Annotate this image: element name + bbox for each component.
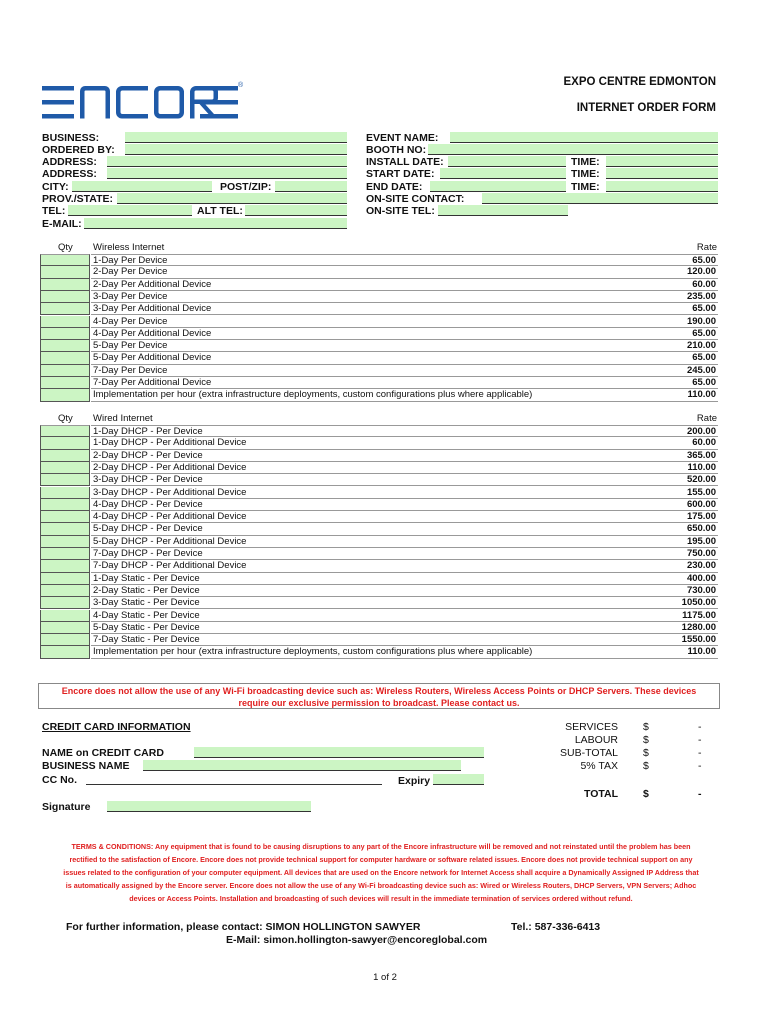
wireless-rate-header: Rate <box>696 242 717 253</box>
wired-row <box>40 523 718 535</box>
wired-description: 3-Day DHCP - Per Additional Device <box>91 487 637 499</box>
tax-currency: $ <box>643 760 649 772</box>
logo-last-e <box>200 84 240 124</box>
wireless-rate: 190.00 <box>637 316 718 328</box>
wired-row <box>40 548 718 560</box>
ordered-by-field[interactable] <box>125 144 347 155</box>
wired-rate: 175.00 <box>637 511 718 523</box>
business-name-field[interactable] <box>143 760 461 771</box>
wired-row <box>40 462 718 474</box>
wired-rate: 400.00 <box>637 573 718 585</box>
wired-qty-input[interactable] <box>40 425 90 437</box>
install-time-label: TIME: <box>571 156 600 168</box>
wired-qty-input[interactable] <box>40 499 90 511</box>
wired-title: Wired Internet <box>93 413 153 424</box>
contact-line: For further information, please contact: SIMON HOLLINGTON SAWYER <box>66 921 421 933</box>
wired-row <box>40 646 718 658</box>
wired-qty-input[interactable] <box>40 622 90 634</box>
wired-qty-header: Qty <box>58 413 73 424</box>
wireless-row <box>40 365 718 377</box>
terms-line-4: is automatically assigned by the Encore server. Encore does not allow the use of any Wi-Fi broadcasting device such as: Wired or Wireless Routers, DHCP Servers, VPN Servers; Adhoc <box>65 881 697 890</box>
wireless-description: 7-Day Per Additional Device <box>91 377 637 389</box>
wireless-qty-header: Qty <box>58 242 73 253</box>
onsite-contact-field[interactable] <box>482 193 718 204</box>
wired-row <box>40 487 718 499</box>
wired-rate-header: Rate <box>696 413 717 424</box>
wireless-row <box>40 266 718 278</box>
wireless-description: 7-Day Per Device <box>91 365 637 377</box>
booth-field[interactable] <box>428 144 718 155</box>
signature-field[interactable] <box>107 801 311 812</box>
services-label: SERVICES <box>565 721 618 733</box>
broadcast-notice <box>38 683 720 709</box>
wired-row <box>40 536 718 548</box>
wireless-description: 3-Day Per Additional Device <box>91 303 637 315</box>
wireless-rate: 65.00 <box>637 303 718 315</box>
event-name-label: EVENT NAME: <box>366 132 439 144</box>
wireless-row <box>40 316 718 328</box>
wired-qty-input[interactable] <box>40 573 90 585</box>
wired-row <box>40 610 718 622</box>
wired-qty-input[interactable] <box>40 560 90 572</box>
subtotal-label: SUB-TOTAL <box>560 747 618 759</box>
tax-value: - <box>698 760 702 772</box>
wired-rate: 1175.00 <box>637 610 718 622</box>
wired-description: 4-Day DHCP - Per Additional Device <box>91 511 637 523</box>
prov-label: PROV./STATE: <box>42 193 113 205</box>
notice-line-1: Encore does not allow the use of any Wi-Fi broadcasting device such as: Wireless Routers, Wireless Access Points or DHCP Servers. These devices <box>61 686 697 696</box>
wired-qty-input[interactable] <box>40 634 90 646</box>
wireless-row <box>40 254 718 266</box>
wired-description: 1-Day Static - Per Device <box>91 573 637 585</box>
email-field[interactable] <box>84 218 347 229</box>
wired-qty-input[interactable] <box>40 646 90 658</box>
wireless-qty-input[interactable] <box>40 279 90 291</box>
labour-currency: $ <box>643 734 649 746</box>
wireless-row <box>40 377 718 389</box>
wired-qty-input[interactable] <box>40 536 90 548</box>
wireless-description: 1-Day Per Device <box>91 254 637 266</box>
wired-rate: 750.00 <box>637 548 718 560</box>
expiry-label: Expiry <box>398 775 431 787</box>
wired-rate: 230.00 <box>637 560 718 572</box>
wired-row <box>40 560 718 572</box>
wired-rate: 600.00 <box>637 499 718 511</box>
wired-rate: 730.00 <box>637 585 718 597</box>
cc-name-field[interactable] <box>194 747 484 758</box>
wired-qty-input[interactable] <box>40 610 90 622</box>
onsite-tel-label: ON-SITE TEL: <box>366 205 435 217</box>
wireless-description: 2-Day Per Additional Device <box>91 279 637 291</box>
total-value: - <box>698 788 702 800</box>
start-time-field[interactable] <box>606 168 718 179</box>
wireless-row <box>40 303 718 315</box>
wireless-description: 2-Day Per Device <box>91 266 637 278</box>
address1-field[interactable] <box>107 156 347 167</box>
end-time-field[interactable] <box>606 181 718 192</box>
install-date-label: INSTALL DATE: <box>366 156 444 168</box>
wired-description: 5-Day Static - Per Device <box>91 622 637 634</box>
wireless-qty-input[interactable] <box>40 303 90 315</box>
wireless-row <box>40 279 718 291</box>
wired-rate: 520.00 <box>637 474 718 486</box>
wireless-qty-input[interactable] <box>40 352 90 364</box>
wired-qty-input[interactable] <box>40 523 90 535</box>
wired-row <box>40 437 718 449</box>
wired-rate: 650.00 <box>637 523 718 535</box>
wireless-qty-input[interactable] <box>40 365 90 377</box>
wireless-title: Wireless Internet <box>93 242 165 253</box>
wired-description: 2-Day DHCP - Per Additional Device <box>91 462 637 474</box>
wireless-rate: 65.00 <box>637 328 718 340</box>
booth-label: BOOTH NO: <box>366 144 427 156</box>
total-currency: $ <box>643 788 649 800</box>
wired-row <box>40 450 718 462</box>
wired-description: 1-Day DHCP - Per Device <box>91 425 637 437</box>
wired-row <box>40 573 718 585</box>
wired-row <box>40 511 718 523</box>
wireless-qty-input[interactable] <box>40 291 90 303</box>
wired-rate: 60.00 <box>637 437 718 449</box>
wireless-row <box>40 340 718 352</box>
address1-label: ADDRESS: <box>42 156 97 168</box>
wireless-qty-input[interactable] <box>40 266 90 278</box>
wired-row <box>40 597 718 609</box>
business-label: BUSINESS: <box>42 132 100 144</box>
wired-description: 2-Day DHCP - Per Device <box>91 450 637 462</box>
wired-qty-input[interactable] <box>40 487 90 499</box>
wireless-row <box>40 352 718 364</box>
wired-qty-input[interactable] <box>40 548 90 560</box>
terms-line-5: devices or Access Points. Installation and broadcasting of such devices will result in the immediate termination of services ordered without refund. <box>129 894 633 903</box>
cc-name-label: NAME on CREDIT CARD <box>42 747 164 759</box>
business-name-label: BUSINESS NAME <box>42 760 130 772</box>
wireless-row <box>40 328 718 340</box>
wired-row <box>40 634 718 646</box>
wired-qty-input[interactable] <box>40 462 90 474</box>
wired-description: 7-Day DHCP - Per Additional Device <box>91 560 637 572</box>
wired-rate: 200.00 <box>637 425 718 437</box>
services-value: - <box>698 721 702 733</box>
tel-label: TEL: <box>42 205 66 217</box>
wired-description: 5-Day DHCP - Per Additional Device <box>91 536 637 548</box>
end-time-label: TIME: <box>571 181 600 193</box>
wired-description: 3-Day DHCP - Per Device <box>91 474 637 486</box>
subtotal-value: - <box>698 747 702 759</box>
ordered-by-label: ORDERED BY: <box>42 144 115 156</box>
wired-row <box>40 585 718 597</box>
wired-qty-input[interactable] <box>40 450 90 462</box>
wired-description: 3-Day Static - Per Device <box>91 597 637 609</box>
business-field[interactable] <box>125 132 347 143</box>
wireless-description: 4-Day Per Device <box>91 316 637 328</box>
wired-description: 2-Day Static - Per Device <box>91 585 637 597</box>
alt-tel-field[interactable] <box>245 205 347 216</box>
contact-email[interactable]: E-Mail: simon.hollington-sawyer@encoreglobal.com <box>226 934 488 946</box>
wireless-qty-input[interactable] <box>40 389 90 401</box>
services-currency: $ <box>643 721 649 733</box>
start-date-field[interactable] <box>440 168 566 179</box>
wired-description: 4-Day DHCP - Per Device <box>91 499 637 511</box>
cc-number-field[interactable] <box>86 774 382 785</box>
wireless-qty-input[interactable] <box>40 377 90 389</box>
registered-mark: ® <box>238 82 244 89</box>
wireless-row <box>40 291 718 303</box>
wireless-rate: 110.00 <box>637 389 718 401</box>
prov-field[interactable] <box>117 193 347 204</box>
start-date-label: START DATE: <box>366 168 435 180</box>
wireless-rate: 245.00 <box>637 365 718 377</box>
end-date-label: END DATE: <box>366 181 423 193</box>
wireless-rate: 120.00 <box>637 266 718 278</box>
subtotal-currency: $ <box>643 747 649 759</box>
wired-row <box>40 622 718 634</box>
start-time-label: TIME: <box>571 168 600 180</box>
wired-row <box>40 425 718 437</box>
wired-qty-input[interactable] <box>40 585 90 597</box>
address2-label: ADDRESS: <box>42 168 97 180</box>
wireless-qty-input[interactable] <box>40 340 90 352</box>
wireless-description: 5-Day Per Device <box>91 340 637 352</box>
wired-qty-input[interactable] <box>40 474 90 486</box>
credit-card-title: CREDIT CARD INFORMATION <box>42 721 191 733</box>
wired-rate: 155.00 <box>637 487 718 499</box>
wired-rate: 110.00 <box>637 462 718 474</box>
wired-qty-input[interactable] <box>40 437 90 449</box>
form-title: INTERNET ORDER FORM <box>576 102 716 114</box>
install-time-field[interactable] <box>606 156 718 167</box>
address2-field[interactable] <box>107 168 347 179</box>
install-date-field[interactable] <box>448 156 566 167</box>
tel-field[interactable] <box>68 205 192 216</box>
wireless-rate: 60.00 <box>637 279 718 291</box>
labour-label: LABOUR <box>574 734 618 746</box>
expiry-field[interactable] <box>433 774 484 785</box>
postzip-label: POST/ZIP: <box>220 181 272 193</box>
wired-description: 7-Day DHCP - Per Device <box>91 548 637 560</box>
terms-and-conditions <box>42 840 720 905</box>
wireless-row <box>40 389 718 401</box>
terms-line-2: rectified to the satisfaction of Encore. Encore does not provide technical support for computer hardware or software related issues. Encore does not provide technical support on any <box>69 855 693 864</box>
total-label: TOTAL <box>583 788 618 800</box>
tax-label: 5% TAX <box>580 760 618 772</box>
wired-rate: 365.00 <box>637 450 718 462</box>
terms-line-1: TERMS & CONDITIONS: Any equipment that is found to be causing disruptions to any part of the Encore infrastructure will be removed and not reinstated until the problem has been <box>71 842 691 851</box>
wired-rate: 1280.00 <box>637 622 718 634</box>
end-date-field[interactable] <box>430 181 566 192</box>
alt-tel-label: ALT TEL: <box>197 205 243 217</box>
postzip-field[interactable] <box>275 181 347 192</box>
city-label: CITY: <box>42 181 69 193</box>
email-label: E-MAIL: <box>42 218 82 230</box>
wireless-rate: 65.00 <box>637 352 718 364</box>
wired-description: Implementation per hour (extra infrastructure deployments, custom configurations plus where applicable) <box>91 646 637 658</box>
cc-number-label: CC No. <box>42 774 77 786</box>
wired-rate: 1050.00 <box>637 597 718 609</box>
venue-title: EXPO CENTRE EDMONTON <box>563 76 716 88</box>
wireless-qty-input[interactable] <box>40 254 90 266</box>
page-number: 1 of 2 <box>373 972 397 983</box>
event-name-field[interactable] <box>450 132 718 143</box>
wired-description: 1-Day DHCP - Per Additional Device <box>91 437 637 449</box>
wired-qty-input[interactable] <box>40 597 90 609</box>
wired-row <box>40 499 718 511</box>
wireless-qty-input[interactable] <box>40 316 90 328</box>
notice-line-2: require our exclusive permission to broadcast. Please contact us. <box>238 698 520 708</box>
wired-description: 7-Day Static - Per Device <box>91 634 637 646</box>
city-field[interactable] <box>72 181 212 192</box>
terms-line-3: issues related to the configuration of your computer equipment. All devices that are used on the Encore network for Internet Access shall acquire a Dynamically Assigned IP Address that <box>63 868 699 877</box>
contact-tel: Tel.: 587-336-6413 <box>511 921 601 933</box>
onsite-contact-label: ON-SITE CONTACT: <box>366 193 465 205</box>
signature-label: Signature <box>42 801 91 813</box>
wireless-description: Implementation per hour (extra infrastructure deployments, custom configurations plus where applicable) <box>91 389 637 401</box>
wired-rate: 1550.00 <box>637 634 718 646</box>
wired-row <box>40 474 718 486</box>
wireless-rate: 235.00 <box>637 291 718 303</box>
wired-rate: 195.00 <box>637 536 718 548</box>
wired-description: 4-Day Static - Per Device <box>91 610 637 622</box>
wireless-description: 3-Day Per Device <box>91 291 637 303</box>
wired-description: 5-Day DHCP - Per Device <box>91 523 637 535</box>
wired-rate: 110.00 <box>637 646 718 658</box>
wired-qty-input[interactable] <box>40 511 90 523</box>
wireless-qty-input[interactable] <box>40 328 90 340</box>
wireless-rate: 65.00 <box>637 254 718 266</box>
onsite-tel-field[interactable] <box>438 205 568 216</box>
wireless-rate: 210.00 <box>637 340 718 352</box>
wireless-description: 5-Day Per Additional Device <box>91 352 637 364</box>
labour-value: - <box>698 734 702 746</box>
wireless-description: 4-Day Per Additional Device <box>91 328 637 340</box>
wireless-rate: 65.00 <box>637 377 718 389</box>
